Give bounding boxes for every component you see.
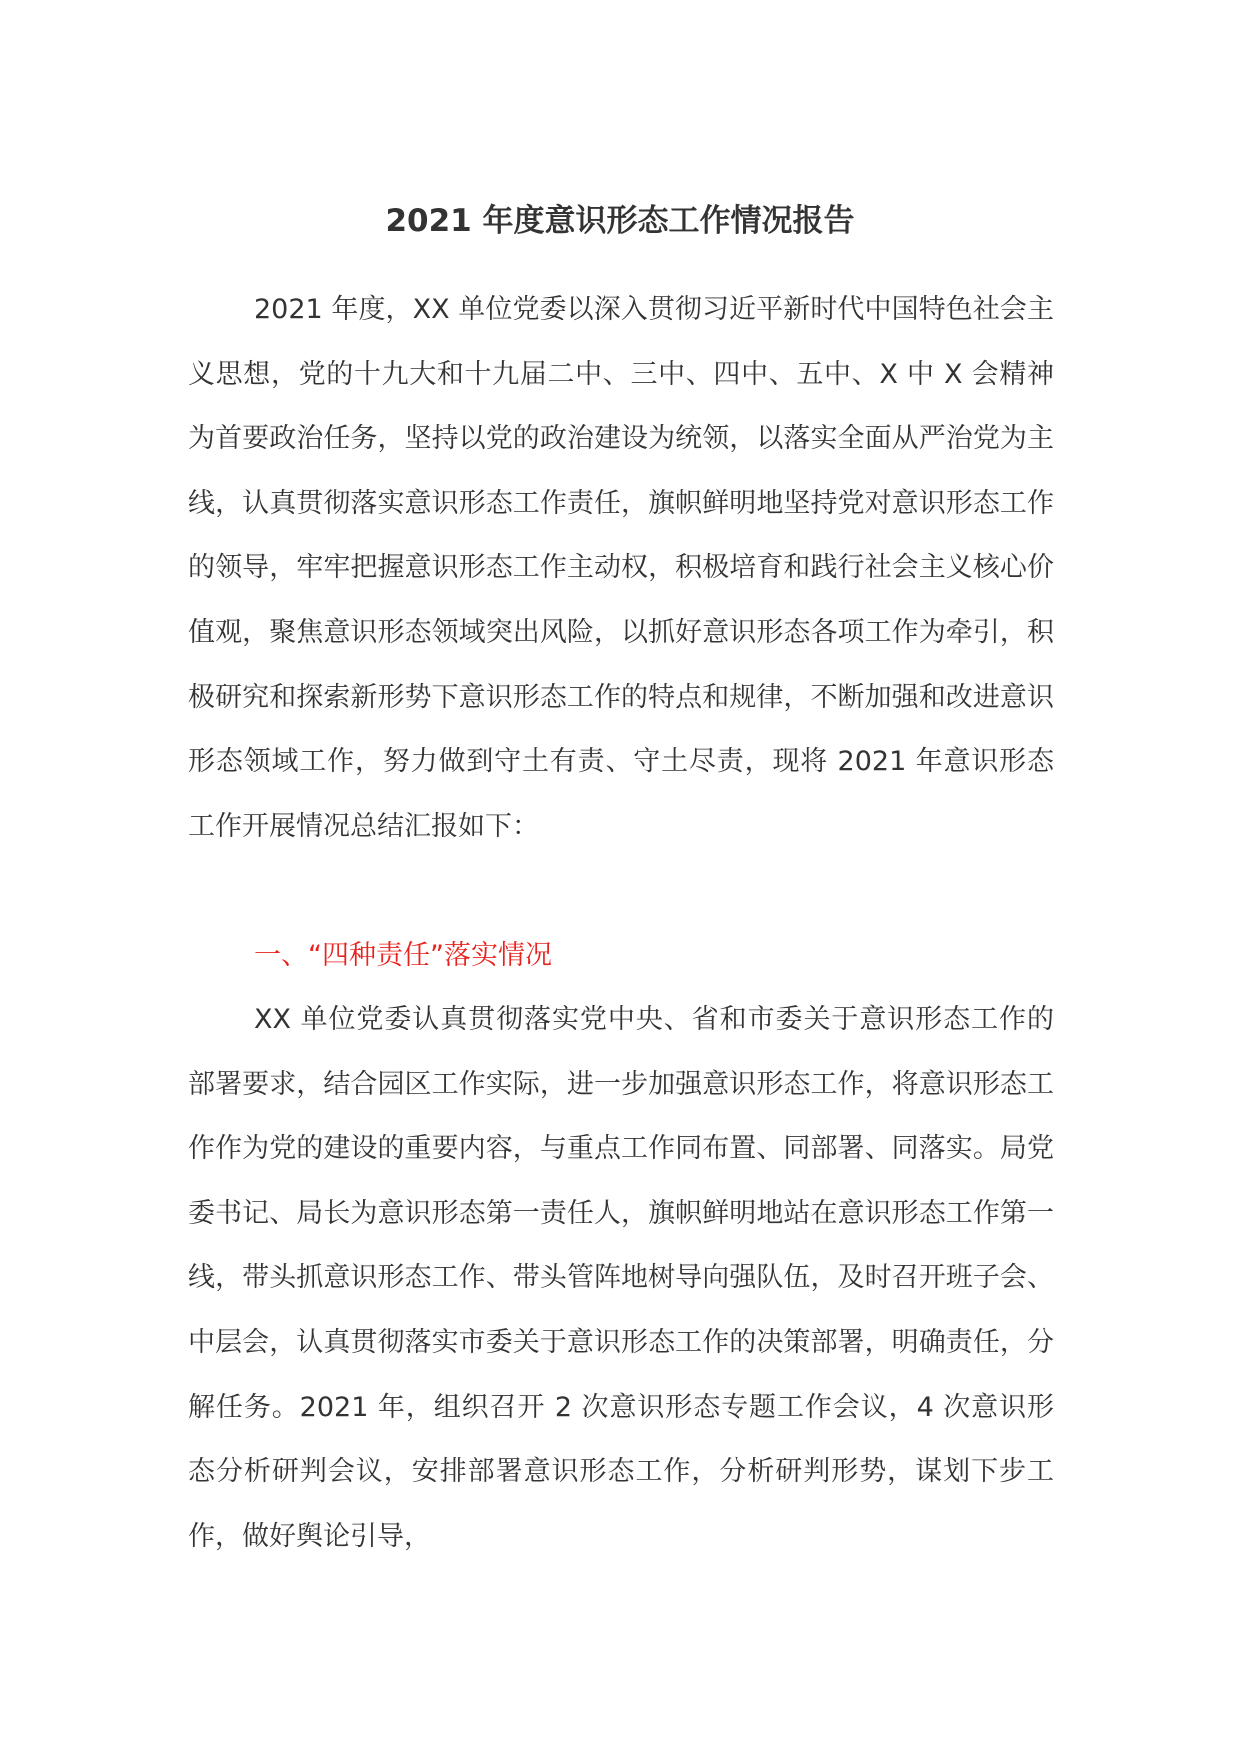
- section-paragraph: XX 单位党委认真贯彻落实党中央、省和市委关于意识形态工作的部署要求，结合园区工作实际，进一步加强意识形态工作，将意识形态工作作为党的建设的重要内容，与重点工作同布置、同部署、同落实。局党委书记、局长为意识形态第一责任人，旗帜鲜明地站在意识形态工作第一线，带头抓意识形态工作、带头管阵地树导向强队伍，及时召开班子会、中层会，认真贯彻落实市委关于意识形态工作的决策部署，明确责任，分解任务。2021 年，组织召开 2 次意识形态专题工作会议，4 次意识形态分析研判会议，安排部署意识形态工作，分析研判形势，谋划下步工作，做好舆论引导，: [188, 1004, 1054, 1552]
- intro-paragraph: 2021 年度，XX 单位党委以深入贯彻习近平新时代中国特色社会主义思想，党的十九大和十九届二中、三中、四中、五中、X 中 X 会精神为首要政治任务，坚持以党的政治建设为统领，以落实全面从严治党为主线，认真贯彻落实意识形态工作责任，旗帜鲜明地坚持党对意识形态工作的领导，牢牢把握意识形态工作主动权，积极培育和践行社会主义核心价值观，聚焦意识形态领域突出风险，以抓好意识形态各项工作为牵引，积极研究和探索新形势下意识形态工作的特点和规律，不断加强和改进意识形态领域工作，努力做到守土有责、守土尽责，现将 2021 年意识形态工作开展情况总结汇报如下：: [188, 294, 1054, 842]
- section-heading: 一、“四种责任”落实情况: [254, 940, 552, 971]
- document-title: 2021 年度意识形态工作情况报告: [385, 203, 855, 239]
